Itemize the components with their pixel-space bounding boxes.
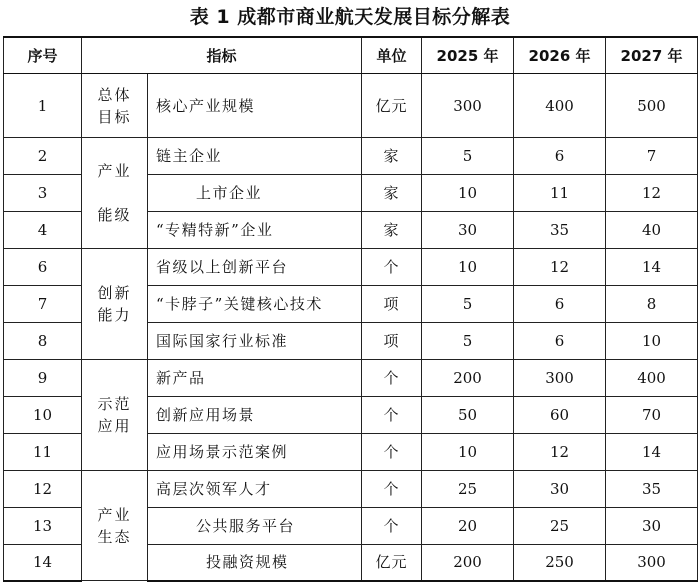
row-seq: 4 <box>4 212 82 249</box>
row-indicator: 新产品 <box>148 360 362 397</box>
row-value-2026: 25 <box>514 508 606 545</box>
row-indicator: 投融资规模 <box>148 545 362 581</box>
table-row <box>4 249 698 286</box>
row-unit: 个 <box>362 249 422 286</box>
row-indicator: “卡脖子”关键核心技术 <box>148 286 362 323</box>
row-value-2025: 200 <box>422 360 514 397</box>
row-unit: 个 <box>362 397 422 434</box>
row-value-2026: 6 <box>514 323 606 360</box>
row-value-2026: 6 <box>514 138 606 175</box>
header-indicator: 指标 <box>82 37 362 74</box>
category-cell: 产业 生态 <box>82 471 148 581</box>
row-unit: 家 <box>362 212 422 249</box>
table-row <box>4 360 698 397</box>
row-value-2025: 10 <box>422 434 514 471</box>
row-seq: 13 <box>4 508 82 545</box>
row-value-2027: 400 <box>606 360 698 397</box>
header-seq: 序号 <box>4 37 82 74</box>
row-seq: 6 <box>4 249 82 286</box>
row-unit: 个 <box>362 434 422 471</box>
row-value-2027: 30 <box>606 508 698 545</box>
table-body <box>4 74 698 581</box>
row-seq: 12 <box>4 471 82 508</box>
table-row <box>4 471 698 508</box>
row-unit: 项 <box>362 286 422 323</box>
row-unit: 家 <box>362 175 422 212</box>
header-unit: 单位 <box>362 37 422 74</box>
row-seq: 2 <box>4 138 82 175</box>
row-value-2027: 7 <box>606 138 698 175</box>
row-value-2025: 300 <box>422 74 514 138</box>
row-value-2027: 40 <box>606 212 698 249</box>
row-indicator: 上市企业 <box>148 175 362 212</box>
category-cell: 总体 目标 <box>82 74 148 138</box>
header-2025: 2025 年 <box>422 37 514 74</box>
row-value-2027: 35 <box>606 471 698 508</box>
row-value-2025: 200 <box>422 545 514 581</box>
row-value-2027: 12 <box>606 175 698 212</box>
row-seq: 8 <box>4 323 82 360</box>
row-value-2025: 10 <box>422 175 514 212</box>
row-value-2026: 60 <box>514 397 606 434</box>
row-value-2025: 5 <box>422 323 514 360</box>
row-seq: 11 <box>4 434 82 471</box>
row-seq: 7 <box>4 286 82 323</box>
row-value-2026: 6 <box>514 286 606 323</box>
row-seq: 1 <box>4 74 82 138</box>
table-row <box>4 138 698 175</box>
row-value-2026: 35 <box>514 212 606 249</box>
row-value-2027: 8 <box>606 286 698 323</box>
category-cell: 示范 应用 <box>82 360 148 471</box>
row-value-2026: 12 <box>514 249 606 286</box>
row-value-2025: 30 <box>422 212 514 249</box>
row-indicator: 省级以上创新平台 <box>148 249 362 286</box>
row-value-2027: 70 <box>606 397 698 434</box>
row-value-2027: 10 <box>606 323 698 360</box>
row-unit: 家 <box>362 138 422 175</box>
row-indicator: “专精特新”企业 <box>148 212 362 249</box>
row-seq: 9 <box>4 360 82 397</box>
row-value-2027: 300 <box>606 545 698 581</box>
row-unit: 个 <box>362 508 422 545</box>
row-value-2025: 5 <box>422 138 514 175</box>
row-unit: 个 <box>362 471 422 508</box>
header-row <box>4 37 698 74</box>
row-value-2025: 5 <box>422 286 514 323</box>
table-row <box>4 74 698 138</box>
row-unit: 个 <box>362 360 422 397</box>
row-indicator: 公共服务平台 <box>148 508 362 545</box>
row-value-2027: 500 <box>606 74 698 138</box>
header-2027: 2027 年 <box>606 37 698 74</box>
row-seq: 10 <box>4 397 82 434</box>
row-value-2026: 30 <box>514 471 606 508</box>
row-indicator: 核心产业规模 <box>148 74 362 138</box>
row-value-2027: 14 <box>606 249 698 286</box>
row-indicator: 国际国家行业标准 <box>148 323 362 360</box>
row-seq: 3 <box>4 175 82 212</box>
row-indicator: 应用场景示范案例 <box>148 434 362 471</box>
row-unit: 亿元 <box>362 74 422 138</box>
category-cell: 产业 能级 <box>82 138 148 249</box>
row-value-2025: 20 <box>422 508 514 545</box>
row-indicator: 创新应用场景 <box>148 397 362 434</box>
row-value-2026: 11 <box>514 175 606 212</box>
row-value-2026: 250 <box>514 545 606 581</box>
row-value-2026: 400 <box>514 74 606 138</box>
row-unit: 亿元 <box>362 545 422 581</box>
category-cell: 创新 能力 <box>82 249 148 360</box>
row-unit: 项 <box>362 323 422 360</box>
table-title: 表 1 成都市商业航天发展目标分解表 <box>189 6 511 28</box>
row-value-2025: 10 <box>422 249 514 286</box>
row-value-2026: 12 <box>514 434 606 471</box>
row-value-2025: 50 <box>422 397 514 434</box>
row-value-2027: 14 <box>606 434 698 471</box>
row-value-2026: 300 <box>514 360 606 397</box>
row-seq: 14 <box>4 545 82 581</box>
header-2026: 2026 年 <box>514 37 606 74</box>
row-indicator: 高层次领军人才 <box>148 471 362 508</box>
targets-table <box>3 36 698 582</box>
row-value-2025: 25 <box>422 471 514 508</box>
row-indicator: 链主企业 <box>148 138 362 175</box>
